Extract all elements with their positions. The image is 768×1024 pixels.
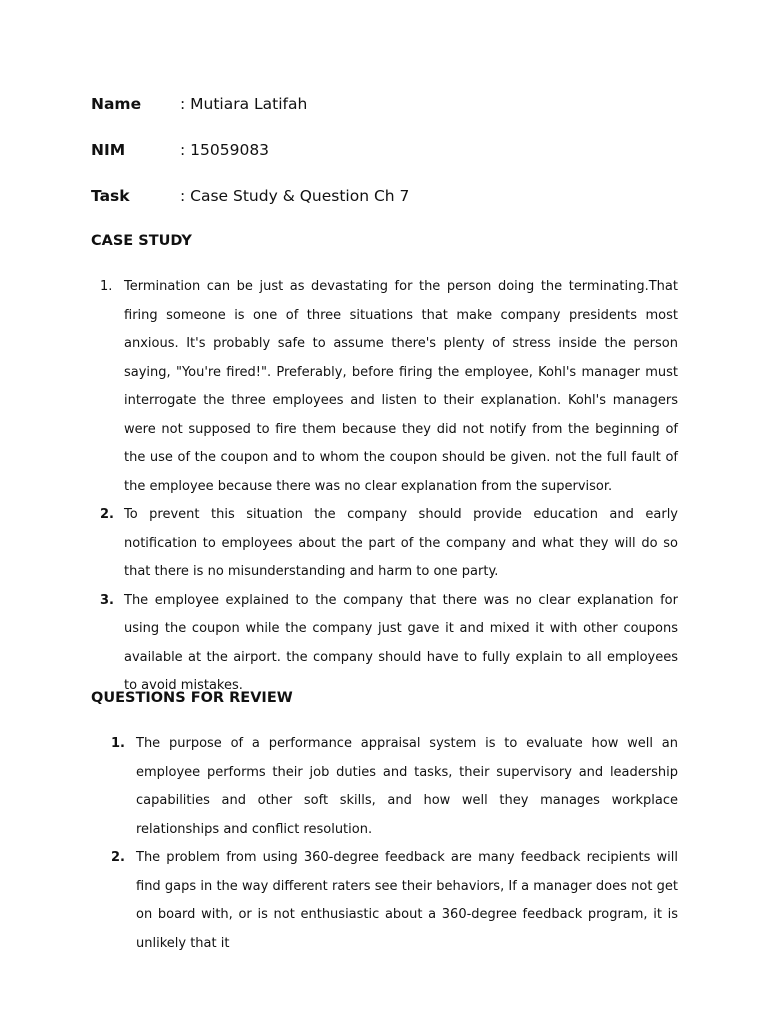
nim-label: NIM: [91, 141, 126, 159]
name-label: Name: [91, 95, 142, 113]
list-item-text: The problem from using 360-degree feedback are many feedback recipients will find gaps in the way different raters see their behaviors, If a manager does not get on board with, or is not enthusiastic about a 360-degree feedback program, it is unlikely that it: [136, 850, 678, 951]
list-item-number: 1.: [111, 736, 125, 751]
list-item-number: 2.: [100, 507, 114, 522]
list-item-number: 2.: [111, 850, 125, 865]
list-item-text: The purpose of a performance appraisal system is to evaluate how well an employee performs their job duties and tasks, their supervisory and leadership capabilities and other soft skills, and how well they manages workplace relationships and conflict resolution.: [136, 736, 678, 837]
list-item: [100, 273, 678, 501]
list-item: [100, 501, 678, 587]
list-item: [100, 587, 678, 701]
list-item-number: 3.: [100, 592, 114, 608]
list-item-text: To prevent this situation the company should provide education and early notification to employees about the part of the company and what they will do so that there is no misunderstanding and harm to one party.: [124, 507, 678, 579]
list-item: [111, 730, 678, 844]
nim-value: : 15059083: [180, 141, 270, 159]
nim-row: [91, 141, 269, 159]
questions-for-review-title: QUESTIONS FOR REVIEW: [91, 690, 293, 706]
name-value: : Mutiara Latifah: [180, 95, 308, 113]
task-row: [91, 187, 409, 205]
case-study-list: [100, 273, 678, 701]
case-study-title: CASE STUDY: [91, 233, 192, 249]
questions-for-review-list: [111, 730, 678, 958]
list-item: [111, 844, 678, 958]
task-value: : Case Study & Question Ch 7: [180, 187, 410, 205]
name-row: [91, 95, 307, 113]
task-label: Task: [91, 187, 130, 205]
list-item-text: Termination can be just as devastating for the person doing the terminating.That firing someone is one of three situations that make company presidents most anxious. It's probably safe to assume there's plenty of stress inside the person saying, "You're fired!". Preferably, before firing the employee, Kohl's manager must interrogate the three employees and listen to their explanation. Kohl's managers were not supposed to fire them because they did not notify from the beginning of the use of the coupon and to whom the coupon should be given. not the full fault of the employee because there was no clear explanation from the supervisor.: [124, 279, 678, 494]
list-item-number: 1.: [100, 279, 113, 294]
list-item-text: The employee explained to the company that there was no clear explanation for using the coupon while the company just gave it and mixed it with other coupons available at the airport. the company should have to fully explain to all employees to avoid mistakes.: [124, 592, 678, 693]
